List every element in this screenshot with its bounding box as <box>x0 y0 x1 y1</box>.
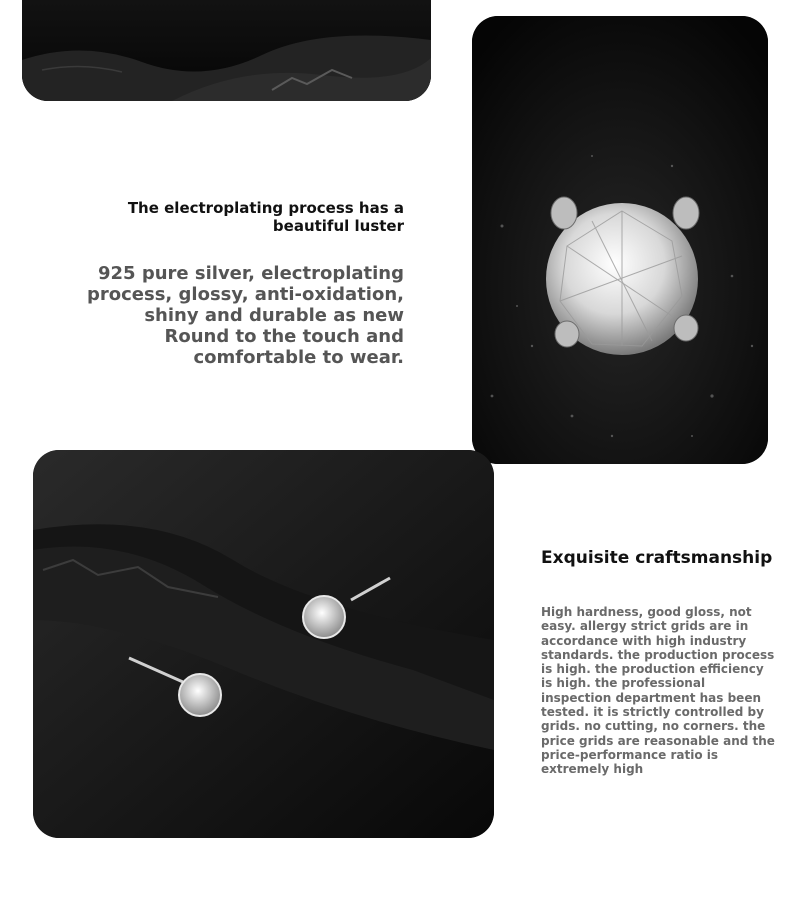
craftsmanship-headline: Exquisite craftsmanship <box>541 548 773 568</box>
luster-description: 925 pure silver, electroplating process, glossy, anti-oxidation, shiny and durable as new Round to the touch and comfortable to wear. <box>86 263 404 368</box>
luster-headline: The electroplating process has a beautiful luster <box>127 199 404 235</box>
diamond-stud-closeup-photo <box>472 16 768 464</box>
earring-pair-photo <box>33 450 494 838</box>
black-stone-photo-top <box>22 0 431 101</box>
craftsmanship-description: High hardness, good gloss, not easy. allergy strict grids are in accordance with high industry standards. the production process is high. the production efficiency is high. the professional inspection department has been tested. it is strictly controlled by grids. no cutting, no corners. the price grids are reasonable and the price-performance ratio is extremely high <box>541 605 775 777</box>
